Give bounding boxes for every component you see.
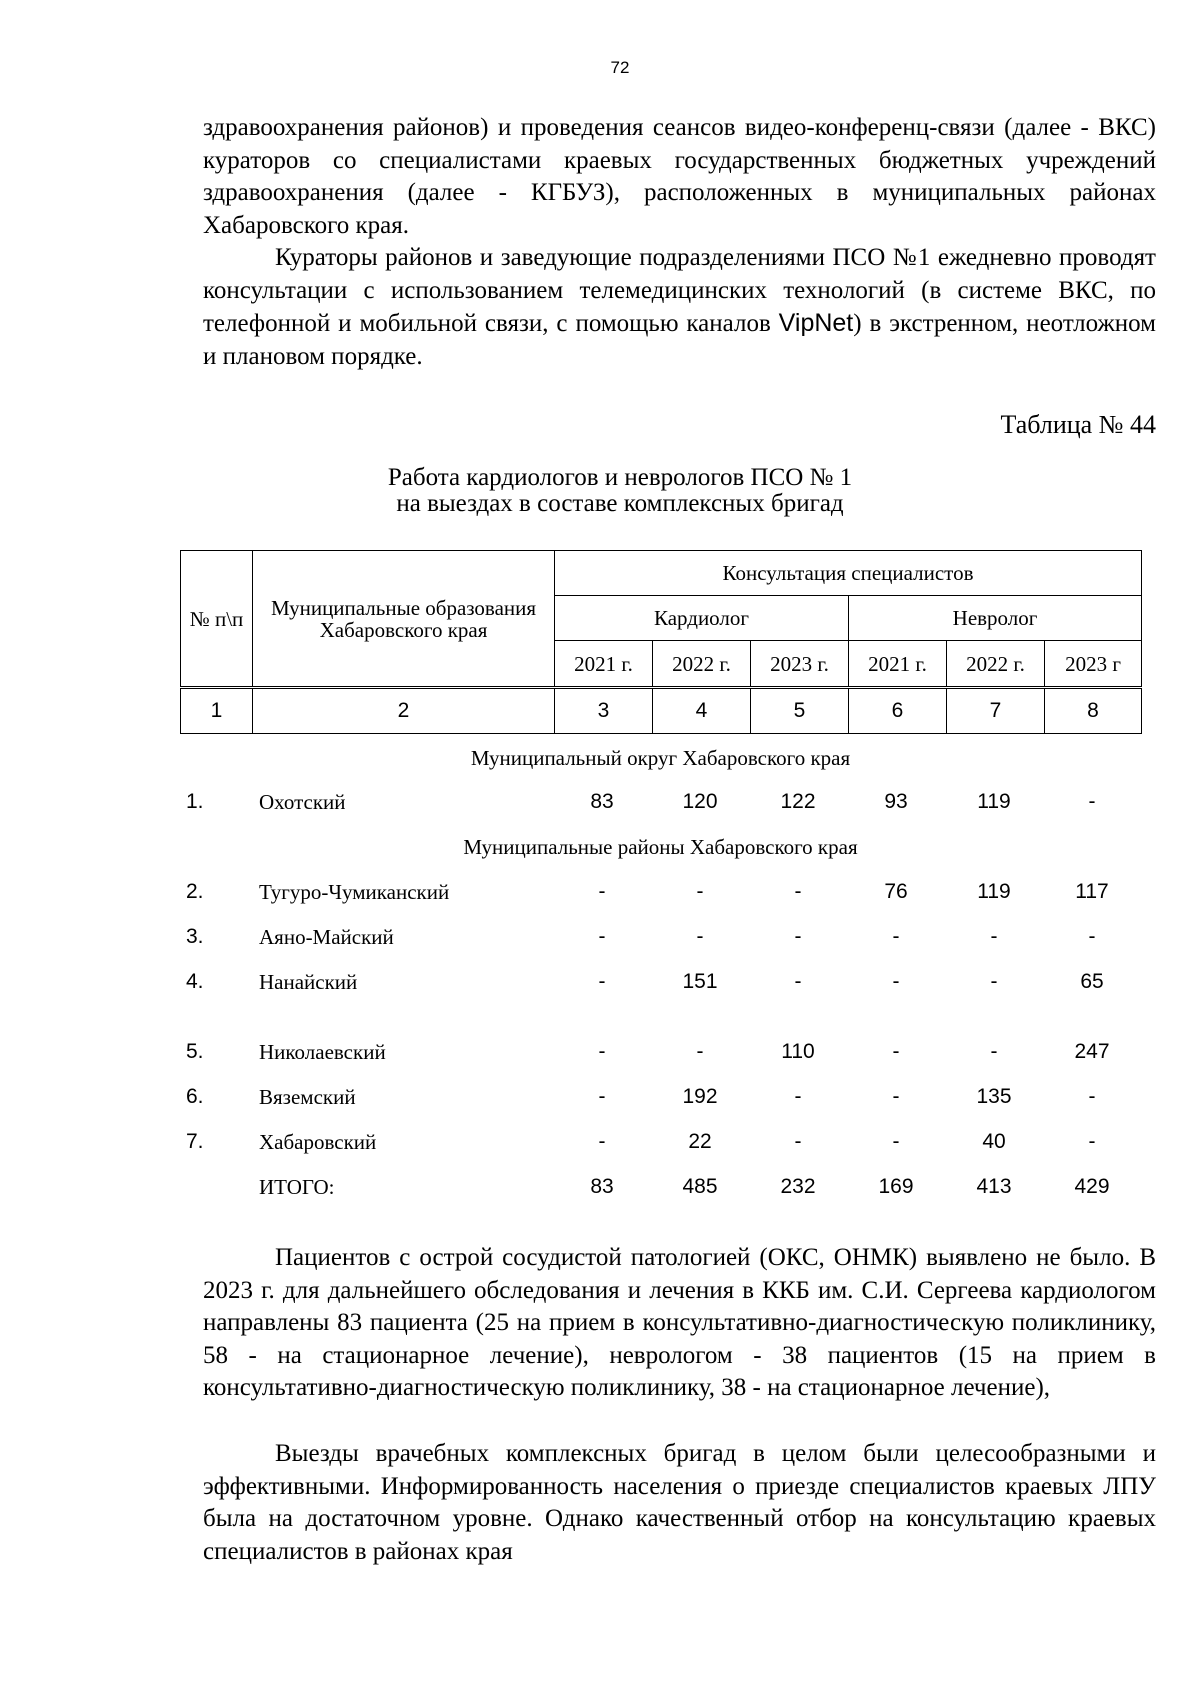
paragraph-patients: Пациентов с острой сосудистой патологией (ОКС, ОНМК) выявлено не было. В 2023 г. для дальнейшего обследования и лечения в ККБ им. С.И. Сергеева кардиологом направлены 83 пациента (25 на прием в консультативно-диагностическую поликлинику, 58 - на стационарное лечение), неврологом - 38 пациентов (15 на прием в консультативно-диагностическую поликлинику, 38 - на стационарное лечение), (203, 1244, 1156, 1401)
consultation-value: 93 (884, 790, 908, 813)
municipality-name: Нанайский (259, 970, 358, 994)
consultation-value: - (892, 1130, 900, 1153)
row-number: 6. (186, 1085, 204, 1108)
municipality-name: Хабаровский (259, 1130, 377, 1154)
row-number: 4. (186, 970, 204, 993)
column-number: 6 (849, 689, 947, 734)
consultation-value: - (696, 880, 704, 903)
page-number: 72 (610, 58, 630, 77)
consultation-value: 192 (682, 1085, 718, 1108)
vipnet-term: VipNet (778, 309, 854, 337)
paragraph-curators-text: Кураторы районов и заведующие подразделениями ПСО №1 ежедневно проводят консультации с использованием телемедицинских технологий (в системе ВКС, по телефонной и мобильной связи, с помощью каналов (203, 244, 1156, 337)
consultation-value: - (598, 970, 606, 993)
row-number: 5. (186, 1040, 204, 1063)
section-heading-rayony: Муниципальные районы Хабаровского края (463, 835, 858, 859)
consultation-value: 76 (884, 880, 908, 903)
column-number: 7 (947, 689, 1045, 734)
header-cardiologist: Кардиолог (555, 596, 849, 641)
table-row (180, 1085, 1141, 1115)
table-row (180, 1130, 1141, 1160)
consultation-value: - (794, 880, 802, 903)
header-col-number: № п\п (181, 551, 253, 687)
consultation-value: 83 (590, 790, 614, 813)
row-number: 2. (186, 880, 204, 903)
table-number: Таблица № 44 (1000, 410, 1156, 439)
consultation-value: - (598, 925, 606, 948)
consultation-value: 485 (682, 1175, 718, 1198)
municipality-name: Вяземский (259, 1085, 356, 1109)
municipality-name: Тугуро-Чумиканский (259, 880, 450, 904)
section-heading-okrug: Муниципальный округ Хабаровского края (470, 746, 851, 770)
consultation-value: - (598, 1085, 606, 1108)
header-neurologist: Невролог (849, 596, 1142, 641)
column-number: 4 (653, 689, 751, 734)
column-number: 3 (555, 689, 653, 734)
consultation-value: - (794, 925, 802, 948)
header-year: 2022 г. (653, 641, 751, 687)
consultation-value: 247 (1074, 1040, 1110, 1063)
consultation-value: 135 (976, 1085, 1012, 1108)
column-number: 1 (181, 689, 253, 734)
table-row (180, 790, 1141, 820)
consultation-value: 83 (590, 1175, 614, 1198)
consultation-value: 22 (688, 1130, 712, 1153)
consultation-value: - (1088, 1085, 1096, 1108)
municipality-name: Охотский (259, 790, 346, 814)
header-group-consultation: Консультация специалистов (555, 551, 1142, 596)
consultation-value: 40 (982, 1130, 1006, 1153)
header-year: 2021 г. (849, 641, 947, 687)
table-title (300, 465, 940, 517)
consultation-value: 119 (977, 880, 1011, 903)
consultation-value: - (1088, 790, 1096, 813)
consultation-value: - (892, 1085, 900, 1108)
paragraph-curators (203, 242, 1156, 373)
consultation-value: - (598, 1040, 606, 1063)
consultation-value: - (892, 925, 900, 948)
row-number: 7. (186, 1130, 204, 1153)
header-year: 2022 г. (947, 641, 1045, 687)
consultation-value: 110 (781, 1040, 815, 1063)
table-row (180, 925, 1141, 955)
consultation-value: - (696, 925, 704, 948)
consultation-value: - (598, 880, 606, 903)
column-number: 5 (751, 689, 849, 734)
consultation-value: 151 (682, 970, 718, 993)
table-row (180, 970, 1141, 1000)
consultation-value: - (990, 1040, 998, 1063)
column-number: 2 (253, 689, 555, 734)
consultation-value: 65 (1080, 970, 1104, 993)
consultation-value: - (794, 970, 802, 993)
header-col-municipality: Муниципальные образования Хабаровского края (253, 551, 555, 687)
table-row (180, 880, 1141, 910)
column-number-row (180, 688, 1142, 734)
table-title-line2: на выездах в составе комплексных бригад (396, 490, 844, 517)
header-year: 2023 г (1045, 641, 1142, 687)
consultation-value: - (892, 1040, 900, 1063)
table-row (180, 1040, 1141, 1070)
consultation-value: 232 (780, 1175, 816, 1198)
row-number: 1. (186, 790, 204, 813)
table-title-line1: Работа кардиологов и неврологов ПСО № 1 (387, 464, 853, 491)
total-row (180, 1175, 1141, 1205)
consultation-value: - (892, 970, 900, 993)
consultation-value: 169 (878, 1175, 914, 1198)
header-year: 2021 г. (555, 641, 653, 687)
row-number: 3. (186, 925, 204, 948)
paragraph-conclusion: Выезды врачебных комплексных бригад в целом были целесообразными и эффективными. Информированность населения о приезде специалистов краевых ЛПУ была на достаточном уровне. Однако качественный отбор на консультацию краевых специалистов в районах края (203, 1440, 1156, 1565)
municipality-name: Аяно-Майский (259, 925, 394, 949)
table-header (180, 550, 1142, 687)
municipality-name: Николаевский (259, 1040, 386, 1064)
consultation-value: - (990, 925, 998, 948)
consultation-value: - (1088, 1130, 1096, 1153)
consultation-value: - (794, 1085, 802, 1108)
consultation-value: 122 (780, 790, 816, 813)
municipality-name: ИТОГО: (259, 1175, 335, 1199)
header-year: 2023 г. (751, 641, 849, 687)
consultation-value: - (794, 1130, 802, 1153)
consultation-value: - (990, 970, 998, 993)
consultation-value: - (1088, 925, 1096, 948)
consultation-value: 413 (976, 1175, 1012, 1198)
consultation-value: - (696, 1040, 704, 1063)
column-number: 8 (1045, 689, 1142, 734)
consultation-value: 429 (1074, 1175, 1110, 1198)
consultation-value: - (598, 1130, 606, 1153)
consultation-value: 120 (682, 790, 718, 813)
paragraph-curators-tail: ) в экстренном, неотложном и плановом порядке. (203, 310, 1156, 370)
consultation-value: 119 (977, 790, 1011, 813)
consultation-value: 117 (1075, 880, 1109, 903)
paragraph-intro: здравоохранения районов) и проведения сеансов видео-конференц-связи (далее - ВКС) кураторов со специалистами краевых государственных бюджетных учреждений здравоохранения (далее - КГБУЗ), расположенных в муниципальных районах Хабаровского края. (203, 114, 1156, 239)
